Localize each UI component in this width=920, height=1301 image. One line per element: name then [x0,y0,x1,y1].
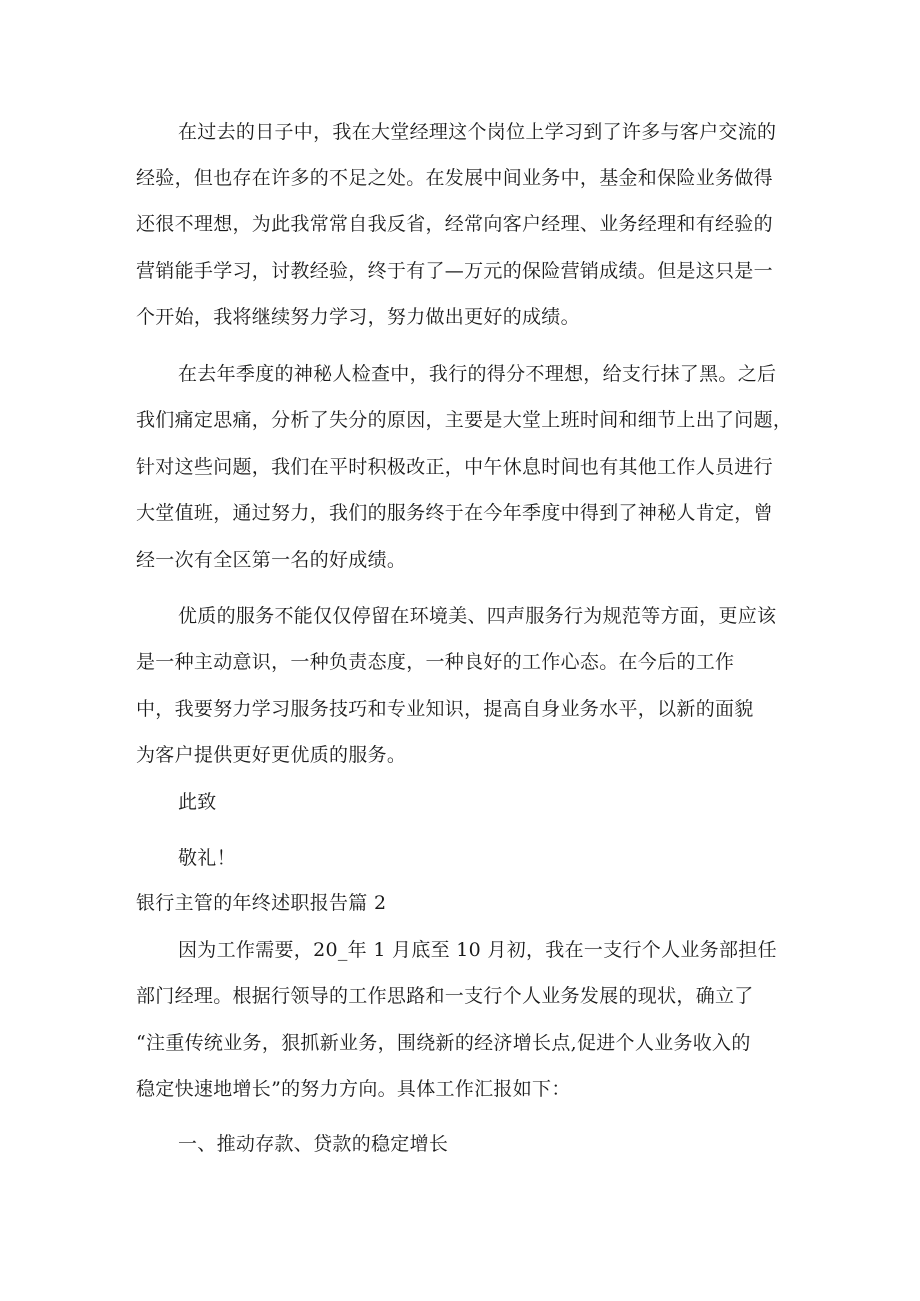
paragraph-1-line-2: 经验，但也存在许多的不足之处。在发展中间业务中，基金和保险业务做得 [136,167,773,189]
closing-salutation: 此致 [178,791,217,813]
paragraph-1-line-5: 个开始，我将继续努力学习，努力做出更好的成绩。 [136,306,580,328]
paragraph-3-line-3: 中，我要努力学习服务技巧和专业知识，提高自身业务水平，以新的面貌 [136,698,754,720]
paragraph-2-line-4: 大堂值班，通过努力，我们的服务终于在今年季度中得到了神秘人肯定，曾 [136,502,773,524]
paragraph-3-line-1: 优质的服务不能仅仅停留在环境美、四声服务行为规范等方面，更应该 [178,605,777,627]
paragraph-3-line-4: 为客户提供更好更优质的服务。 [136,744,407,766]
paragraph-2-line-3: 针对这些问题，我们在平时积极改正，中午休息时间也有其他工作人员进行 [136,456,773,478]
paragraph-4-line-1: 因为工作需要，20_年 1 月底至 10 月初，我在一支行个人业务部担任 [178,939,777,961]
subsection-heading: 一、推动存款、贷款的稳定增长 [178,1133,449,1155]
paragraph-1-line-4: 营销能手学习，讨教经验，终于有了—万元的保险营销成绩。但是这只是一 [136,260,773,282]
paragraph-4-line-3: “注重传统业务，狠抓新业务，围绕新的经济增长点,促进个人业务收入的 [136,1032,751,1054]
closing-regards: 敬礼！ [178,847,236,869]
paragraph-1-line-3: 还很不理想，为此我常常自我反省，经常向客户经理、业务经理和有经验的 [136,213,773,235]
paragraph-2-line-2: 我们痛定思痛，分析了失分的原因，主要是大堂上班时间和细节上出了问题， [136,409,793,431]
paragraph-4-line-4: 稳定快速地增长”的努力方向。具体工作汇报如下： [136,1078,571,1100]
paragraph-2-line-1: 在去年季度的神秘人检查中，我行的得分不理想，给支行抹了黑。之后 [178,363,777,385]
section-heading: 银行主管的年终述职报告篇 2 [136,892,387,914]
paragraph-2-line-5: 经一次有全区第一名的好成绩。 [136,549,407,571]
paragraph-1-line-1: 在过去的日子中，我在大堂经理这个岗位上学习到了许多与客户交流的 [178,121,777,143]
paragraph-3-line-2: 是一种主动意识，一种负责态度，一种良好的工作心态。在今后的工作 [136,651,735,673]
paragraph-4-line-2: 部门经理。根据行领导的工作思路和一支行个人业务发展的现状，确立了 [136,985,754,1007]
